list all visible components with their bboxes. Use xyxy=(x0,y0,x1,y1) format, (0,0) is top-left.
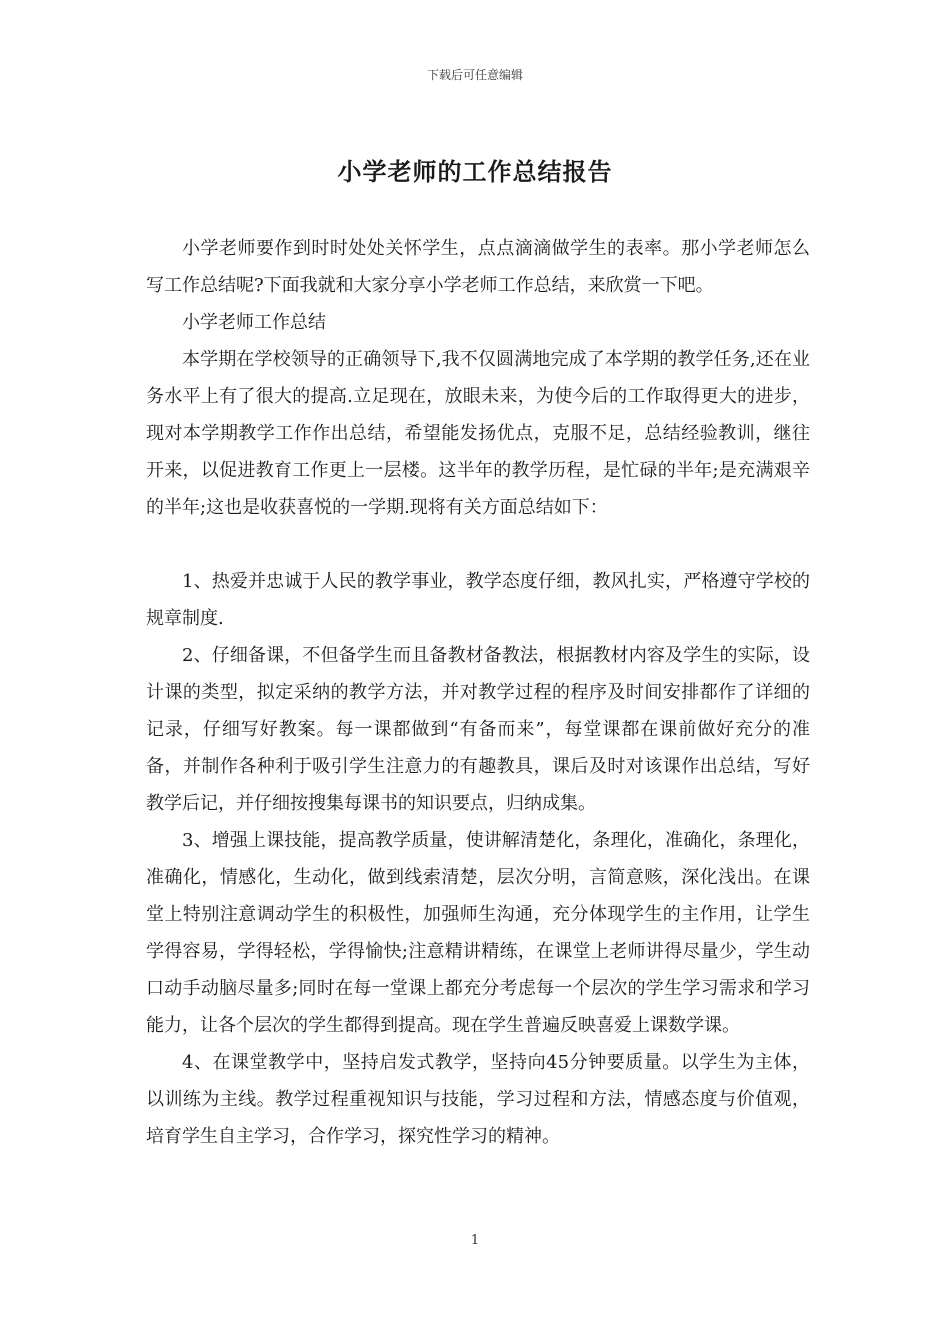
item-paragraph-1: 1、热爱并忠诚于人民的教学事业，教学态度仔细，教风扎实，严格遵守学校的规章制度. xyxy=(146,571,810,629)
intro-paragraph: 小学老师要作到时时处处关怀学生，点点滴滴做学生的表率。那小学老师怎么写工作总结呢?下面我就和大家分享小学老师工作总结，来欣赏一下吧。 xyxy=(146,238,810,296)
item-paragraph-2: 2、仔细备课，不但备学生而且备教材备教法，根据教材内容及学生的实际，设计课的类型，拟定采纳的教学方法，并对教学过程的程序及时间安排都作了详细的记录，仔细写好教案。每一课都做到“有备而来”，每堂课都在课前做好充分的准备，并制作各种利于吸引学生注意力的有趣教具，课后及时对该课作出总结，写好教学后记，并仔细按搜集每课书的知识要点，归纳成集。 xyxy=(146,645,810,814)
summary-paragraph: 本学期在学校领导的正确领导下,我不仅圆满地完成了本学期的教学任务,还在业务水平上有了很大的提高.立足现在，放眼未来，为使今后的工作取得更大的进步，现对本学期教学工作作出总结，希望能发扬优点，克服不足，总结经验教训，继往开来，以促进教育工作更上一层楼。这半年的教学历程，是忙碌的半年;是充满艰辛的半年;这也是收获喜悦的一学期.现将有关方面总结如下： xyxy=(146,349,810,518)
item-paragraph-4: 4、在课堂教学中，坚持启发式教学，坚持向45分钟要质量。以学生为主体，以训练为主线。教学过程重视知识与技能，学习过程和方法，情感态度与价值观，培育学生自主学习，合作学习，探究性学习的精神。 xyxy=(146,1052,810,1147)
item-paragraph-3: 3、增强上课技能，提高教学质量，使讲解清楚化，条理化，准确化，条理化，准确化，情感化，生动化，做到线索清楚，层次分明，言简意赅，深化浅出。在课堂上特别注意调动学生的积极性，加强师生沟通，充分体现学生的主作用，让学生学得容易，学得轻松，学得愉快;注意精讲精练，在课堂上老师讲得尽量少，学生动口动手动脑尽量多;同时在每一堂课上都充分考虑每一个层次的学生学习需求和学习能力，让各个层次的学生都得到提高。现在学生普遍反映喜爱上课数学课。 xyxy=(146,830,810,1036)
document-title: 小学老师的工作总结报告 xyxy=(337,157,613,186)
page-number: 1 xyxy=(470,1233,480,1248)
section-heading: 小学老师工作总结 xyxy=(182,312,326,333)
document-body xyxy=(146,230,810,1155)
header-note: 下载后可任意编辑 xyxy=(426,68,523,82)
